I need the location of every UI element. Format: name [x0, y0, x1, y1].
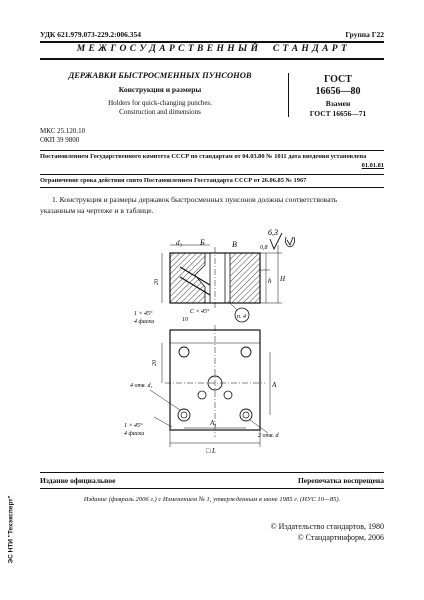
title-divider	[288, 73, 289, 117]
body-line2: указанным на чертеже и в таблице.	[40, 206, 154, 215]
title-en-line1: Holders for quick-changing punches.	[108, 99, 212, 107]
label-A: A	[272, 381, 277, 389]
decree-rule-top	[40, 150, 384, 151]
label-b: Б	[200, 238, 205, 247]
label-20-plan: 20	[152, 360, 158, 366]
roughness-symbol	[268, 228, 295, 249]
label-c45: C × 45°	[190, 309, 210, 315]
label-v: В	[232, 240, 237, 249]
label-0-8: 0,8	[260, 245, 268, 251]
decree-line1: Постановлением Государственного комитета СССР по стандартам от 04.03.80 № 1011 дата введения установлена	[40, 153, 367, 160]
copyright-2006: © Стандартинформ, 2006	[297, 533, 384, 542]
label-10: 10	[182, 317, 188, 323]
label-20-side: 20	[154, 279, 160, 285]
header-rule-bottom	[40, 58, 384, 60]
mks-code: МКС 25.120.10	[40, 127, 86, 135]
decree-date: 01.01.81	[361, 162, 384, 169]
roughness-value: 6,3	[268, 228, 278, 237]
replaces-gost: ГОСТ 16656—71	[309, 109, 367, 118]
label-A1: A₁	[210, 419, 217, 427]
label-chamfer-top: 1 × 45°	[134, 311, 153, 317]
group-code: Группа Г22	[345, 30, 384, 39]
edition-note: Издание (февраль 2006 г.) с Изменением № 1, утвержденным в июне 1985 г. (ИУС 10—85).	[83, 496, 341, 503]
interstate-banner: М Е Ж Г О С У Д А Р С Т В Е Н Н Ы Й С Т А Н Д А Р Т	[76, 44, 348, 54]
label-d3: d₃	[176, 239, 182, 247]
footer-rule-top	[40, 472, 384, 473]
limitation-note: Ограничение срока действия снято Постановлением Госстандарта СССР от 26.06.85 № 1967	[40, 177, 307, 184]
footer-rule-bottom	[40, 488, 384, 489]
sidebar-watermark: ЭС НТИ "Техэксперт"	[7, 495, 15, 564]
plan-view	[150, 325, 270, 447]
body-line1: 1. Конструкция и размеры державок быстросменных пунсонов должны соответствовать	[52, 195, 338, 204]
replaces-label: Взамен	[325, 99, 351, 108]
label-fours-top: 4 фаски	[134, 319, 155, 325]
side-view	[162, 245, 282, 322]
title-ru: ДЕРЖАВКИ БЫСТРОСМЕННЫХ ПУНСОНОВ	[68, 70, 252, 80]
official-edition: Издание официальное	[40, 476, 116, 485]
reprint-forbidden: Перепечатка воспрещена	[297, 476, 384, 485]
gost-label: ГОСТ	[324, 74, 352, 85]
label-L: □ L	[206, 447, 216, 455]
limitation-rule	[40, 187, 384, 188]
label-H: H	[280, 275, 286, 283]
subtitle-ru: Конструкция и размеры	[118, 85, 202, 94]
okp-code: ОКП 39 9800	[40, 136, 80, 144]
label-two-holes: 2 отв. d	[258, 433, 279, 439]
label-chamfer-bottom: 1 × 45°	[124, 423, 143, 429]
udk-code: УДК 621.979.073-229.2:006.354	[40, 30, 141, 39]
holder-drawing	[110, 215, 310, 455]
label-h: h	[268, 277, 272, 285]
title-en-line2: Construction and dimensions	[119, 108, 201, 116]
label-n4: п. 4	[237, 314, 246, 320]
header-rule-top	[40, 41, 384, 43]
label-fours-bottom: 4 фаски	[124, 431, 145, 437]
gost-number: 16656—80	[315, 86, 361, 97]
decree-rule-bottom	[40, 174, 384, 175]
label-holes: 4 отв. d₁	[130, 383, 153, 389]
copyright-1980: © Издательство стандартов, 1980	[270, 522, 384, 531]
